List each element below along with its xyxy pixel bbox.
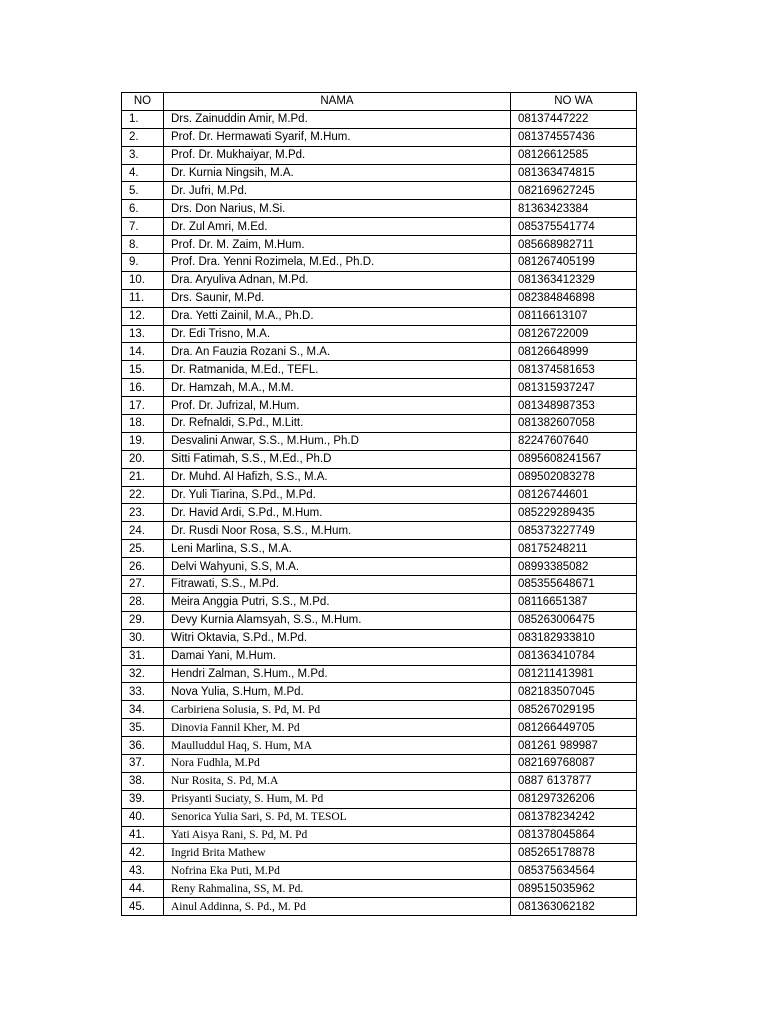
row-wa-number: 083182933810 — [511, 629, 637, 647]
row-name: Prof. Dr. Jufrizal, M.Hum. — [164, 397, 511, 415]
row-number: 11. — [122, 289, 164, 307]
table-row — [122, 898, 637, 916]
row-number: 28. — [122, 593, 164, 611]
table-row — [122, 665, 637, 683]
row-number: 38. — [122, 772, 164, 790]
row-name: Reny Rahmalina, SS, M. Pd. — [164, 880, 511, 898]
row-number: 5. — [122, 182, 164, 200]
row-wa-number: 81363423384 — [511, 200, 637, 218]
row-wa-number: 081378234242 — [511, 808, 637, 826]
row-wa-number: 081374581653 — [511, 361, 637, 379]
row-name: Dr. Ratmanida, M.Ed., TEFL. — [164, 361, 511, 379]
table-row — [122, 289, 637, 307]
row-wa-number: 08175248211 — [511, 540, 637, 558]
row-name: Prisyanti Suciaty, S. Hum, M. Pd — [164, 790, 511, 808]
table-row — [122, 504, 637, 522]
table-row — [122, 593, 637, 611]
row-wa-number: 082183507045 — [511, 683, 637, 701]
row-name: Hendri Zalman, S.Hum., M.Pd. — [164, 665, 511, 683]
table-row — [122, 772, 637, 790]
row-name: Maulluddul Haq, S. Hum, MA — [164, 737, 511, 755]
table-row — [122, 254, 637, 272]
row-name: Dr. Muhd. Al Hafizh, S.S., M.A. — [164, 468, 511, 486]
table-row — [122, 182, 637, 200]
row-number: 43. — [122, 862, 164, 880]
row-wa-number: 085355648671 — [511, 576, 637, 594]
row-wa-number: 082169768087 — [511, 754, 637, 772]
row-name: Dr. Kurnia Ningsih, M.A. — [164, 164, 511, 182]
row-wa-number: 085668982711 — [511, 236, 637, 254]
row-number: 29. — [122, 611, 164, 629]
row-number: 17. — [122, 397, 164, 415]
contact-table — [121, 92, 637, 916]
row-number: 30. — [122, 629, 164, 647]
row-name: Prof. Dr. Hermawati Syarif, M.Hum. — [164, 128, 511, 146]
row-name: Delvi Wahyuni, S.S, M.A. — [164, 558, 511, 576]
row-number: 2. — [122, 128, 164, 146]
row-name: Meira Anggia Putri, S.S., M.Pd. — [164, 593, 511, 611]
row-number: 7. — [122, 218, 164, 236]
table-row — [122, 558, 637, 576]
row-name: Dr. Yuli Tiarina, S.Pd., M.Pd. — [164, 486, 511, 504]
row-wa-number: 08993385082 — [511, 558, 637, 576]
table-row — [122, 343, 637, 361]
table-row — [122, 701, 637, 719]
row-name: Dr. Refnaldi, S.Pd., M.Litt. — [164, 415, 511, 433]
row-number: 32. — [122, 665, 164, 683]
row-number: 14. — [122, 343, 164, 361]
table-row — [122, 468, 637, 486]
row-wa-number: 0887 6137877 — [511, 772, 637, 790]
table-row — [122, 128, 637, 146]
row-name: Sitti Fatimah, S.S., M.Ed., Ph.D — [164, 450, 511, 468]
row-wa-number: 08116651387 — [511, 593, 637, 611]
row-wa-number: 085263006475 — [511, 611, 637, 629]
row-name: Drs. Don Narius, M.Si. — [164, 200, 511, 218]
row-name: Dra. Yetti Zainil, M.A., Ph.D. — [164, 307, 511, 325]
row-name: Nora Fudhla, M.Pd — [164, 754, 511, 772]
row-number: 27. — [122, 576, 164, 594]
row-wa-number: 081363412329 — [511, 271, 637, 289]
row-number: 45. — [122, 898, 164, 916]
table-row — [122, 719, 637, 737]
row-number: 34. — [122, 701, 164, 719]
table-row — [122, 146, 637, 164]
row-number: 18. — [122, 415, 164, 433]
row-wa-number: 081348987353 — [511, 397, 637, 415]
row-number: 15. — [122, 361, 164, 379]
row-wa-number: 082169627245 — [511, 182, 637, 200]
row-wa-number: 081363474815 — [511, 164, 637, 182]
row-number: 21. — [122, 468, 164, 486]
row-number: 36. — [122, 737, 164, 755]
row-name: Dra. Aryuliva Adnan, M.Pd. — [164, 271, 511, 289]
table-row — [122, 844, 637, 862]
table-row — [122, 110, 637, 128]
row-number: 10. — [122, 271, 164, 289]
row-name: Dinovia Fannil Kher, M. Pd — [164, 719, 511, 737]
row-name: Drs. Zainuddin Amir, M.Pd. — [164, 110, 511, 128]
row-wa-number: 081315937247 — [511, 379, 637, 397]
table-row — [122, 737, 637, 755]
row-wa-number: 08126612585 — [511, 146, 637, 164]
row-wa-number: 085229289435 — [511, 504, 637, 522]
row-name: Carbiriena Solusia, S. Pd, M. Pd — [164, 701, 511, 719]
row-wa-number: 82247607640 — [511, 432, 637, 450]
row-wa-number: 08116613107 — [511, 307, 637, 325]
row-name: Prof. Dra. Yenni Rozimela, M.Ed., Ph.D. — [164, 254, 511, 272]
row-name: Damai Yani, M.Hum. — [164, 647, 511, 665]
row-number: 6. — [122, 200, 164, 218]
row-name: Witri Oktavia, S.Pd., M.Pd. — [164, 629, 511, 647]
table-row — [122, 629, 637, 647]
row-number: 22. — [122, 486, 164, 504]
table-body — [122, 110, 637, 915]
table-row — [122, 164, 637, 182]
table-row — [122, 486, 637, 504]
table-row — [122, 862, 637, 880]
row-name: Nur Rosita, S. Pd, M.A — [164, 772, 511, 790]
row-name: Yati Aisya Rani, S. Pd, M. Pd — [164, 826, 511, 844]
table-row — [122, 576, 637, 594]
header-no: NO — [122, 93, 164, 111]
row-wa-number: 085375541774 — [511, 218, 637, 236]
row-number: 44. — [122, 880, 164, 898]
row-number: 16. — [122, 379, 164, 397]
table-row — [122, 808, 637, 826]
row-number: 23. — [122, 504, 164, 522]
row-name: Dr. Zul Amri, M.Ed. — [164, 218, 511, 236]
row-number: 35. — [122, 719, 164, 737]
row-number: 3. — [122, 146, 164, 164]
header-row — [122, 93, 637, 111]
row-name: Ainul Addinna, S. Pd., M. Pd — [164, 898, 511, 916]
row-number: 31. — [122, 647, 164, 665]
row-name: Prof. Dr. Mukhaiyar, M.Pd. — [164, 146, 511, 164]
table-row — [122, 397, 637, 415]
table-row — [122, 450, 637, 468]
row-wa-number: 081382607058 — [511, 415, 637, 433]
header-name: NAMA — [164, 93, 511, 111]
row-number: 8. — [122, 236, 164, 254]
row-wa-number: 08126722009 — [511, 325, 637, 343]
row-wa-number: 085373227749 — [511, 522, 637, 540]
row-name: Fitrawati, S.S., M.Pd. — [164, 576, 511, 594]
row-number: 1. — [122, 110, 164, 128]
row-name: Dr. Rusdi Noor Rosa, S.S., M.Hum. — [164, 522, 511, 540]
row-name: Dra. An Fauzia Rozani S., M.A. — [164, 343, 511, 361]
row-name: Dr. Jufri, M.Pd. — [164, 182, 511, 200]
row-wa-number: 0895608241567 — [511, 450, 637, 468]
row-number: 33. — [122, 683, 164, 701]
row-name: Senorica Yulia Sari, S. Pd, M. TESOL — [164, 808, 511, 826]
row-number: 20. — [122, 450, 164, 468]
row-wa-number: 089515035962 — [511, 880, 637, 898]
row-name: Dr. Hamzah, M.A., M.M. — [164, 379, 511, 397]
table-row — [122, 271, 637, 289]
row-name: Devy Kurnia Alamsyah, S.S., M.Hum. — [164, 611, 511, 629]
row-wa-number: 081266449705 — [511, 719, 637, 737]
table-row — [122, 432, 637, 450]
row-number: 42. — [122, 844, 164, 862]
row-number: 19. — [122, 432, 164, 450]
row-wa-number: 081267405199 — [511, 254, 637, 272]
row-number: 13. — [122, 325, 164, 343]
row-wa-number: 089502083278 — [511, 468, 637, 486]
row-number: 40. — [122, 808, 164, 826]
row-wa-number: 081261 989987 — [511, 737, 637, 755]
row-wa-number: 082384846898 — [511, 289, 637, 307]
row-name: Desvalini Anwar, S.S., M.Hum., Ph.D — [164, 432, 511, 450]
row-number: 25. — [122, 540, 164, 558]
row-number: 37. — [122, 754, 164, 772]
row-name: Dr. Edi Trisno, M.A. — [164, 325, 511, 343]
row-wa-number: 081363410784 — [511, 647, 637, 665]
row-name: Ingrid Brita Mathew — [164, 844, 511, 862]
table-row — [122, 683, 637, 701]
table-row — [122, 880, 637, 898]
header-wa: NO WA — [511, 93, 637, 111]
table-row — [122, 540, 637, 558]
row-wa-number: 08126648999 — [511, 343, 637, 361]
table-row — [122, 522, 637, 540]
row-number: 9. — [122, 254, 164, 272]
row-number: 4. — [122, 164, 164, 182]
row-number: 12. — [122, 307, 164, 325]
row-wa-number: 08126744601 — [511, 486, 637, 504]
row-number: 39. — [122, 790, 164, 808]
row-wa-number: 081378045864 — [511, 826, 637, 844]
table-row — [122, 218, 637, 236]
row-name: Dr. Havid Ardi, S.Pd., M.Hum. — [164, 504, 511, 522]
row-wa-number: 081297326206 — [511, 790, 637, 808]
table-header — [122, 93, 637, 111]
row-number: 24. — [122, 522, 164, 540]
row-wa-number: 085265178878 — [511, 844, 637, 862]
row-name: Prof. Dr. M. Zaim, M.Hum. — [164, 236, 511, 254]
table-row — [122, 611, 637, 629]
table-row — [122, 236, 637, 254]
table-row — [122, 325, 637, 343]
row-name: Nofrina Eka Puti, M.Pd — [164, 862, 511, 880]
row-name: Nova Yulia, S.Hum, M.Pd. — [164, 683, 511, 701]
row-wa-number: 081374557436 — [511, 128, 637, 146]
table-row — [122, 307, 637, 325]
table-row — [122, 647, 637, 665]
row-wa-number: 085267029195 — [511, 701, 637, 719]
table-row — [122, 826, 637, 844]
row-wa-number: 081363062182 — [511, 898, 637, 916]
table-row — [122, 361, 637, 379]
table-row — [122, 379, 637, 397]
row-name: Drs. Saunir, M.Pd. — [164, 289, 511, 307]
row-number: 41. — [122, 826, 164, 844]
row-number: 26. — [122, 558, 164, 576]
row-name: Leni Marlina, S.S., M.A. — [164, 540, 511, 558]
table-row — [122, 415, 637, 433]
table-row — [122, 754, 637, 772]
row-wa-number: 085375634564 — [511, 862, 637, 880]
row-wa-number: 08137447222 — [511, 110, 637, 128]
table-row — [122, 200, 637, 218]
table-row — [122, 790, 637, 808]
row-wa-number: 081211413981 — [511, 665, 637, 683]
